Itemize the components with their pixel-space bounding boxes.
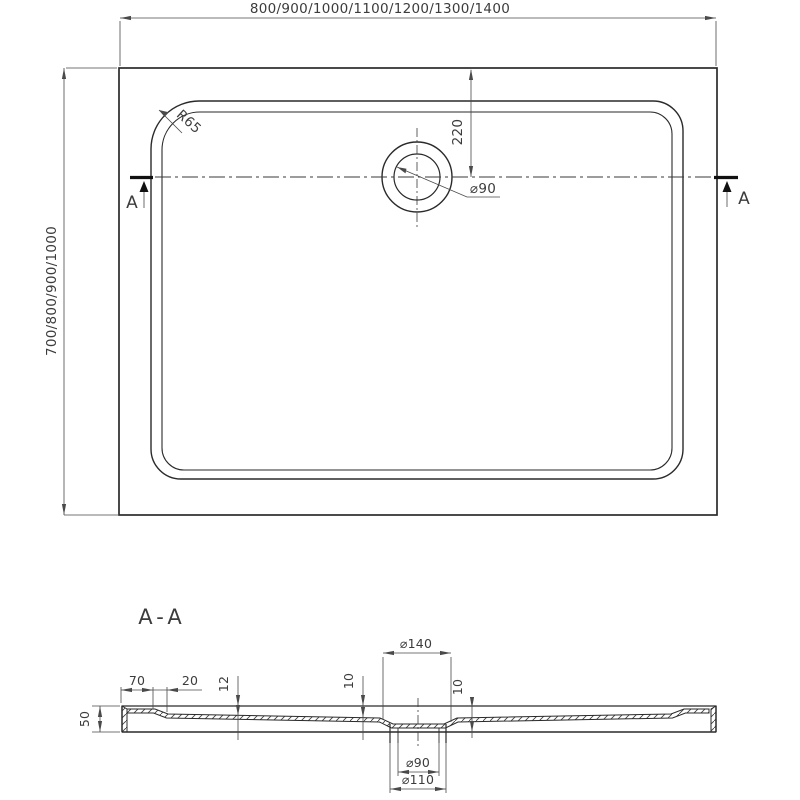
drain-hole-label: ⌀90: [405, 755, 431, 770]
arrow-right-icon: [705, 16, 716, 20]
arrow-left-icon: [390, 787, 401, 791]
recess-extension-lines: [383, 657, 451, 722]
section-title: A-A: [138, 605, 186, 629]
collar-inner-walls: [398, 728, 439, 743]
drain-offset-dimension: [450, 69, 473, 177]
plan-view: [44, 1, 750, 515]
arrow-down-icon: [361, 695, 365, 706]
floor-drop-dimension: [216, 676, 240, 740]
arrow-right-icon: [142, 688, 153, 692]
recess-diameter-dimension: [383, 636, 451, 722]
width-dimension-label: 800/900/1000/1100/1200/1300/1400: [249, 1, 511, 17]
height-extension-lines: [92, 706, 120, 732]
height-dimension: [77, 706, 120, 732]
arrow-up-icon: [98, 706, 102, 717]
view-direction-arrow-icon: [723, 181, 732, 192]
depth-dimension-label: 700/800/900/1000: [44, 225, 60, 357]
view-direction-arrow-icon: [140, 181, 149, 192]
arrow-up-icon: [62, 68, 66, 79]
drain-diameter-label: ⌀90: [469, 181, 497, 197]
leader-arrow-icon: [397, 167, 407, 173]
section-marker-left-label: A: [126, 193, 138, 213]
arrow-right-icon: [440, 651, 451, 655]
arrow-right-icon: [435, 787, 446, 791]
section-marker-right-label: A: [738, 189, 750, 209]
leader-arrow-icon: [159, 110, 169, 117]
arrow-down-icon: [361, 707, 365, 718]
arrow-down-icon: [62, 504, 66, 515]
section-view: [77, 605, 716, 793]
rim-width-label: 70: [128, 673, 146, 688]
depth-extension-lines: [64, 68, 119, 515]
plan-depth-dimension: [44, 68, 119, 515]
arrow-down-icon: [236, 705, 240, 716]
tray-outer-edge: [119, 68, 717, 515]
rim-step-label: 20: [181, 673, 199, 688]
floor-depth-right-dimension: [450, 679, 474, 738]
arrow-left-icon: [383, 651, 394, 655]
arrow-down-icon: [98, 721, 102, 732]
arrow-left-icon: [167, 688, 178, 692]
floor-depth-right-label: 10: [450, 678, 465, 696]
recess-diameter-label: ⌀140: [399, 636, 433, 651]
arrow-left-icon: [121, 688, 132, 692]
arrow-down-icon: [470, 721, 474, 732]
arrow-down-icon: [236, 695, 240, 706]
width-extension-lines: [120, 21, 716, 66]
drain-collar-label: ⌀110: [401, 772, 435, 787]
corner-radius-label: R65: [173, 106, 205, 138]
section-marker-right: [714, 178, 750, 210]
drain-offset-label: 220: [450, 118, 466, 146]
section-marker-left: [126, 178, 153, 214]
arrow-left-icon: [120, 16, 131, 20]
arrow-down-icon: [469, 166, 473, 177]
arrow-up-icon: [469, 69, 473, 80]
floor-drop-label: 12: [216, 675, 231, 693]
plan-width-dimension: [120, 1, 716, 66]
floor-depth-left-label: 10: [341, 672, 356, 690]
height-label: 50: [77, 710, 92, 728]
